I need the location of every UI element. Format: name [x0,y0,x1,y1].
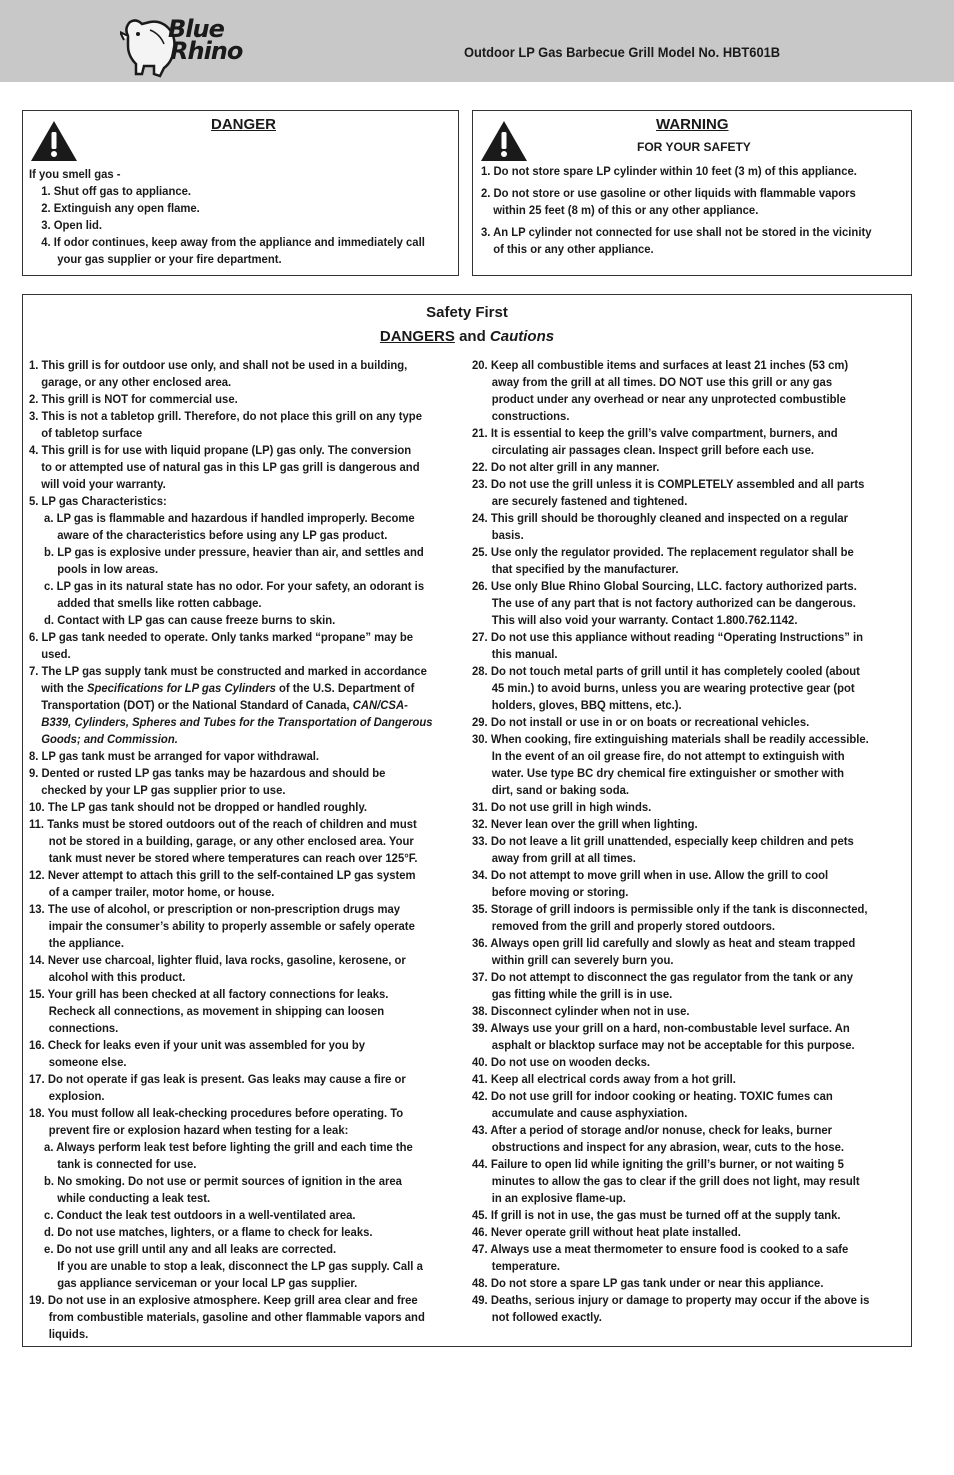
warning-list-line: 3. An LP cylinder not connected for use shall not be stored in the vicinity [481,225,872,239]
safety-list-item: water. Use type BC dry chemical fire extinguisher or smother with [491,766,845,780]
safety-list-item: b. No smoking. Do not use or permit sources of ignition in the area [44,1174,402,1188]
safety-list-item: 17. Do not operate if gas leak is present. Gas leaks may cause a fire or [29,1072,406,1086]
safety-list-item: 20. Keep all combustible items and surfaces at least 21 inches (53 cm) [472,358,849,372]
safety-list-item: 5. LP gas Characteristics: [29,494,167,508]
warning-triangle-icon [479,119,529,163]
safety-list-item: a. LP gas is flammable and hazardous if handled improperly. Become [44,511,415,525]
safety-list-item: product under any overhead or near any unprotected combustible [491,392,846,406]
safety-list-item: The use of any part that is not factory authorized can be dangerous. [491,596,856,610]
safety-list-item: 44. Failure to open lid while igniting the grill’s burner, or not waiting 5 [472,1157,844,1171]
safety-list-item: away from the grill at all times. DO NOT use this grill or any gas [491,375,833,389]
safety-list-item: c. LP gas in its natural state has no odor. For your safety, an odorant is [44,579,425,593]
danger-list-item: If you smell gas - [29,167,121,181]
safety-list-item: are securely fastened and tightened. [491,494,688,508]
safety-list-item: d. Contact with LP gas can cause freeze burns to skin. [44,613,336,627]
safety-list-item: 32. Never lean over the grill when lighting. [472,817,698,831]
safety-list-item: with the Specifications for LP gas Cylinders of the U.S. Department of [41,681,415,695]
safety-list-item: 30. When cooking, fire extinguishing materials shall be readily accessible. [472,732,869,746]
danger-list-item: 3. Open lid. [41,218,103,232]
safety-list-item: gas appliance serviceman or your local LP gas supplier. [57,1276,358,1290]
safety-list-item: before moving or storing. [491,885,629,899]
safety-list-item: Transportation (DOT) or the National Standard of Canada, CAN/CSA- [41,698,408,712]
safety-list-item: 2. This grill is NOT for commercial use. [29,392,238,406]
safety-list-item: of a camper trailer, motor home, or house. [48,885,275,899]
safety-list-item: 46. Never operate grill without heat plate installed. [472,1225,741,1239]
safety-list-item: 34. Do not attempt to move grill when in use. Allow the grill to cool [472,868,829,882]
safety-list-item: 33. Do not leave a lit grill unattended, especially keep children and pets [472,834,854,848]
safety-list-item: circulating air passages clean. Inspect grill before each use. [491,443,814,457]
safety-list-item: alcohol with this product. [48,970,186,984]
safety-list-item: 6. LP gas tank needed to operate. Only tanks marked “propane” may be [29,630,414,644]
warning-list-item [481,224,904,258]
safety-list-item: temperature. [491,1259,561,1273]
safety-list-item: 1. This grill is for outdoor use only, and shall not be used in a building, [29,358,408,372]
safety-list-item: 13. The use of alcohol, or prescription or non-prescription drugs may [29,902,401,916]
safety-list-item: 25. Use only the regulator provided. The replacement regulator shall be [472,545,854,559]
blue-rhino-logo [120,14,280,80]
danger-list [29,166,452,268]
safety-list-item: asphalt or blacktop surface may not be acceptable for this purpose. [491,1038,855,1052]
safety-list-item: This will also void your warranty. Contact 1.800.762.1142. [491,613,798,627]
safety-list-item: Goods; and Commission. [41,732,178,746]
document-title: Outdoor LP Gas Barbecue Grill Model No. HBT601B [464,44,781,60]
danger-list-item: 2. Extinguish any open flame. [41,201,200,215]
safety-list-item: 3. This is not a tabletop grill. Therefore, do not place this grill on any type [29,409,422,423]
safety-list-item: 19. Do not use in an explosive atmosphere. Keep grill area clear and free [29,1293,418,1307]
safety-list-item: 47. Always use a meat thermometer to ensure food is cooked to a safe [472,1242,849,1256]
safety-list-left [29,357,461,1343]
safety-list-item: 14. Never use charcoal, lighter fluid, lava rocks, gasoline, kerosene, or [29,953,406,967]
safety-list-item: basis. [491,528,524,542]
safety-list-item: 43. After a period of storage and/or nonuse, check for leaks, burner [472,1123,833,1137]
safety-list-item: garage, or any other enclosed area. [41,375,232,389]
safety-list-item: e. Do not use grill until any and all leaks are corrected. [44,1242,337,1256]
brand-line-2: Rhino [170,37,243,65]
danger-list-item: 4. If odor continues, keep away from the appliance and immediately call [41,235,425,249]
safety-list-item: within grill can severely burn you. [491,953,674,967]
safety-list-item: 36. Always open grill lid carefully and slowly as heat and steam trapped [472,936,856,950]
safety-list-item: 15. Your grill has been checked at all factory connections for leaks. [29,987,389,1001]
safety-list-item: away from grill at all times. [491,851,636,865]
safety-list-item: In the event of an oil grease fire, do not attempt to extinguish with [491,749,845,763]
page-header [0,0,954,82]
safety-list-item: used. [41,647,71,661]
safety-list-item: If you are unable to stop a leak, disconnect the LP gas supply. Call a [57,1259,423,1273]
safety-list-item: 12. Never attempt to attach this grill to the self-contained LP gas system [29,868,416,882]
safety-list-item: 42. Do not use grill for indoor cooking or heating. TOXIC fumes can [472,1089,833,1103]
safety-list-item: 22. Do not alter grill in any manner. [472,460,660,474]
safety-list-item: 21. It is essential to keep the grill’s valve compartment, burners, and [472,426,838,440]
safety-list-item: the appliance. [48,936,124,950]
safety-list-item: explosion. [48,1089,105,1103]
safety-list-item: 28. Do not touch metal parts of grill until it has completely cooled (about [472,664,860,678]
danger-heading: DANGER [211,116,277,133]
warning-list-line: 1. Do not store spare LP cylinder within 10 feet (3 m) of this appliance. [481,164,857,178]
safety-list-item: prevent fire or explosion hazard when testing for a leak: [48,1123,349,1137]
safety-list-item: minutes to allow the gas to clear if the grill does not light, may result [491,1174,860,1188]
safety-list-right [472,357,909,1326]
warning-triangle-icon [29,119,79,163]
warning-list [481,163,904,263]
safety-list-item: 45. If grill is not in use, the gas must be turned off at the supply tank. [472,1208,841,1222]
safety-list-item: pools in low areas. [57,562,159,576]
safety-list-item: Recheck all connections, as movement in shipping can loosen [48,1004,385,1018]
safety-list-item: 4. This grill is for use with liquid propane (LP) gas only. The conversion [29,443,412,457]
safety-list-item: this manual. [491,647,558,661]
safety-list-item: aware of the characteristics before using any LP gas product. [57,528,388,542]
warning-box [472,110,912,276]
safety-list-item: 45 min.) to avoid burns, unless you are wearing protective gear (pot [491,681,855,695]
safety-list-item: 7. The LP gas supply tank must be constructed and marked in accordance [29,664,427,678]
safety-list-item: 23. Do not use the grill unless it is COMPLETELY assembled and all parts [472,477,865,491]
safety-list-item: 24. This grill should be thoroughly cleaned and inspected on a regular [472,511,849,525]
safety-list-item: 49. Deaths, serious injury or damage to property may occur if the above is [472,1293,870,1307]
safety-box [22,294,912,1347]
safety-list-item: accumulate and cause asphyxiation. [491,1106,688,1120]
safety-list-item: 38. Disconnect cylinder when not in use. [472,1004,690,1018]
danger-box [22,110,459,276]
safety-list-item: added that smells like rotten cabbage. [57,596,262,610]
safety-title: Safety First [426,304,508,321]
safety-list-item: 35. Storage of grill indoors is permissible only if the tank is disconnected, [472,902,868,916]
warning-list-line: 2. Do not store or use gasoline or other liquids with flammable vapors [481,186,856,200]
safety-list-item: 8. LP gas tank must be arranged for vapor withdrawal. [29,749,320,763]
warning-list-item [481,185,904,219]
safety-list-item: connections. [48,1021,119,1035]
safety-list-item: 16. Check for leaks even if your unit was assembled for you by [29,1038,366,1052]
safety-list-item: 48. Do not store a spare LP gas tank under or near this appliance. [472,1276,824,1290]
safety-list-item: tank must never be stored where temperatures can reach over 125°F. [48,851,418,865]
warning-heading: WARNING [656,116,729,133]
safety-list-item: that specified by the manufacturer. [491,562,679,576]
safety-list-item: 37. Do not attempt to disconnect the gas regulator from the tank or any [472,970,854,984]
safety-list-item: impair the consumer’s ability to properly assemble or safely operate [48,919,415,933]
safety-list-item: in an explosive flame-up. [491,1191,626,1205]
safety-list-item: tank is connected for use. [57,1157,197,1171]
safety-list-item: checked by your LP gas supplier prior to use. [41,783,286,797]
safety-list-item: not be stored in a building, garage, or any other enclosed area. Your [48,834,414,848]
safety-list-item: obstructions and inspect for any abrasion, wear, cuts to the hose. [491,1140,845,1154]
safety-list-item: while conducting a leak test. [57,1191,211,1205]
brand-line-1: Blue [168,15,224,43]
safety-list-item: 31. Do not use grill in high winds. [472,800,652,814]
safety-list-item: constructions. [491,409,570,423]
safety-list-item: 40. Do not use on wooden decks. [472,1055,651,1069]
safety-list-item: liquids. [48,1327,89,1341]
subtitle-and: and [454,328,490,345]
safety-list-item: to or attempted use of natural gas in this LP gas grill is dangerous and [41,460,420,474]
subtitle-dangers: DANGERS [379,328,455,345]
safety-subtitle [23,328,911,345]
safety-list-item: 10. The LP gas tank should not be dropped or handled roughly. [29,800,368,814]
safety-list-item: c. Conduct the leak test outdoors in a well-ventilated area. [44,1208,356,1222]
safety-list-item: 26. Use only Blue Rhino Global Sourcing, LLC. factory authorized parts. [472,579,857,593]
warning-subheading: FOR YOUR SAFETY [637,140,751,154]
safety-list-item: b. LP gas is explosive under pressure, heavier than air, and settles and [44,545,424,559]
danger-list-item: your gas supplier or your fire department. [57,252,282,266]
safety-list-item: gas fitting while the grill is in use. [491,987,673,1001]
danger-list-item: 1. Shut off gas to appliance. [41,184,192,198]
safety-list-item: 27. Do not use this appliance without reading “Operating Instructions” in [472,630,864,644]
safety-list-item: 29. Do not install or use in or on boats or recreational vehicles. [472,715,810,729]
safety-list-item: holders, gloves, BBQ mittens, etc.). [491,698,682,712]
warning-list-line: within 25 feet (8 m) of this or any other appliance. [493,203,759,217]
safety-list-item: someone else. [48,1055,127,1069]
safety-list-item: removed from the grill and properly stored outdoors. [491,919,776,933]
safety-list-item: 9. Dented or rusted LP gas tanks may be hazardous and should be [29,766,386,780]
warning-list-item [481,163,904,180]
safety-list-item: 11. Tanks must be stored outdoors out of the reach of children and must [29,817,417,831]
subtitle-cautions: Cautions [489,328,555,345]
safety-list-item: d. Do not use matches, lighters, or a flame to check for leaks. [44,1225,373,1239]
safety-list-item: of tabletop surface [41,426,143,440]
safety-list-item: not followed exactly. [491,1310,602,1324]
safety-list-item: dirt, sand or baking soda. [491,783,630,797]
safety-list-item: B339, Cylinders, Spheres and Tubes for the Transportation of Dangerous [41,715,433,729]
safety-list-item: will void your warranty. [41,477,166,491]
safety-list-item: a. Always perform leak test before lighting the grill and each time the [44,1140,413,1154]
safety-list-item: 39. Always use your grill on a hard, non-combustable level surface. An [472,1021,850,1035]
safety-list-item: 41. Keep all electrical cords away from a hot grill. [472,1072,736,1086]
warning-list-line: of this or any other appliance. [493,242,654,256]
safety-list-item: 18. You must follow all leak-checking procedures before operating. To [29,1106,404,1120]
safety-list-item: from combustible materials, gasoline and other flammable vapors and [48,1310,425,1324]
